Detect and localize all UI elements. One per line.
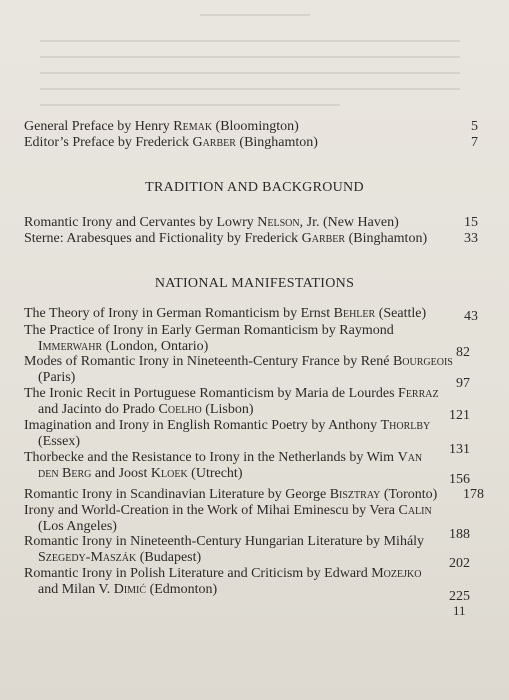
entry-page-number: 178 <box>463 487 484 502</box>
entry-title-cont: and Milan V. Dimić (Edmonton) <box>38 582 218 597</box>
entry-title: Modes of Romantic Irony in Nineteenth-Century France by René Bourgeois <box>24 354 453 369</box>
entry-title-cont: den Berg and Joost Kloek (Utrecht) <box>38 466 243 481</box>
entry-page-number: 5 <box>471 119 478 134</box>
entry-title: Sterne: Arabesques and Fictionality by Frederick Garber (Binghamton) <box>24 231 428 246</box>
entry-title: Romantic Irony in Nineteenth-Century Hungarian Literature by Mihály <box>24 534 425 549</box>
entry-page-number: 121 <box>449 408 470 423</box>
entry-page-number: 7 <box>471 135 478 150</box>
entry-title: Romantic Irony and Cervantes by Lowry Nelson, Jr. (New Haven) <box>24 215 399 230</box>
entry-title-cont: Szegedy-Maszák (Budapest) <box>38 550 202 565</box>
bleed-through-text <box>0 0 509 120</box>
entry-title: Romantic Irony in Scandinavian Literature by George Bisztray (Toronto) <box>24 487 438 502</box>
entry-title: The Theory of Irony in German Romanticism by Ernst Behler (Seattle) <box>24 306 427 321</box>
entry-title-cont: Immerwahr (London, Ontario) <box>38 339 209 354</box>
entry-title: Imagination and Irony in English Romantic Poetry by Anthony Thorlby <box>24 418 431 433</box>
section-heading-national: NATIONAL MANIFESTATIONS <box>154 276 355 291</box>
entry-title: Thorbecke and the Resistance to Irony in the Netherlands by Wim Van <box>24 450 423 465</box>
entry-title: The Practice of Irony in Early German Romanticism by Raymond <box>24 323 394 338</box>
entry-title: Romantic Irony in Polish Literature and Criticism by Edward Mozejko <box>24 566 422 581</box>
entry-title-cont: (Paris) <box>38 370 76 385</box>
entry-page-number: 33 <box>464 231 478 246</box>
entry-page-number: 15 <box>464 215 478 230</box>
entry-page-number: 188 <box>449 527 470 542</box>
entry-title: Editor’s Preface by Frederick Garber (Binghamton) <box>24 135 318 150</box>
section-heading-tradition: TRADITION AND BACKGROUND <box>145 180 364 195</box>
folio-page-number: 11 <box>453 603 466 618</box>
entry-page-number: 97 <box>456 376 470 391</box>
entry-page-number: 43 <box>464 309 478 324</box>
entry-title-cont: (Essex) <box>38 434 80 449</box>
entry-page-number: 156 <box>449 472 470 487</box>
entry-title: Irony and World-Creation in the Work of Mihai Eminescu by Vera Calin <box>24 503 432 518</box>
entry-title-cont: (Los Angeles) <box>38 519 117 534</box>
entry-title: The Ironic Recit in Portuguese Romanticism by Maria de Lourdes Ferraz <box>24 386 439 401</box>
entry-page-number: 225 <box>449 589 470 604</box>
entry-page-number: 202 <box>449 556 470 571</box>
entry-title-cont: and Jacinto do Prado Coelho (Lisbon) <box>38 402 254 417</box>
entry-page-number: 131 <box>449 442 470 457</box>
entry-title: General Preface by Henry Remak (Bloomington) <box>24 119 299 134</box>
entry-page-number: 82 <box>456 345 470 360</box>
